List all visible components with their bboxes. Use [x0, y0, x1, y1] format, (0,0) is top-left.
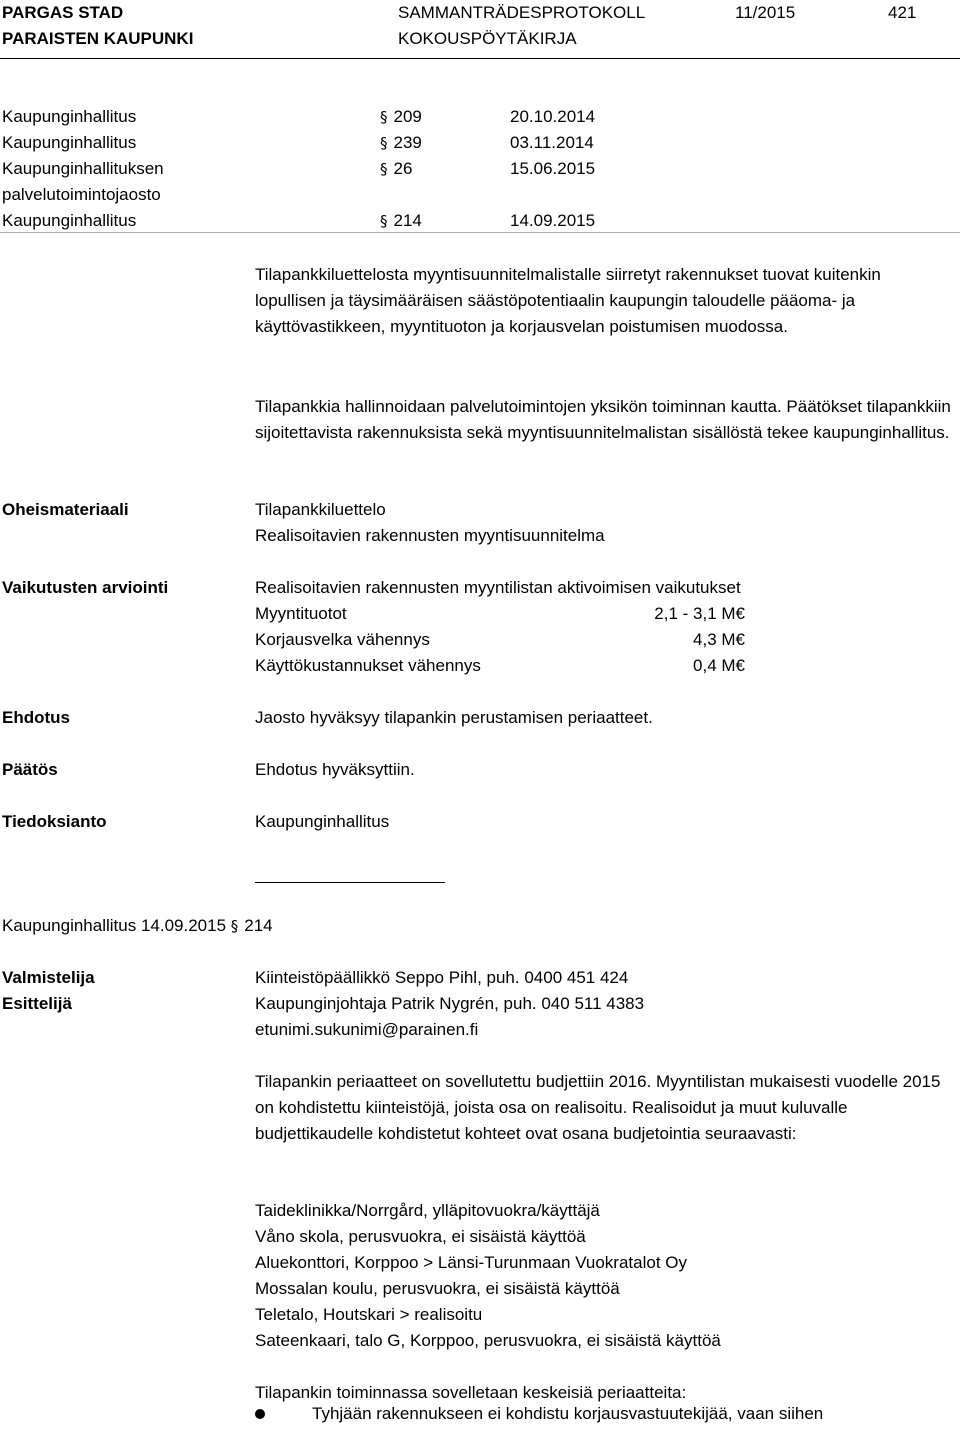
section-icon: § — [230, 917, 239, 935]
history-rule — [0, 232, 960, 233]
proposal-text: Jaosto hyväksyy tilapankin perustamisen periaatteet. — [255, 708, 653, 727]
section-icon: § — [380, 212, 388, 230]
list-item: Taideklinikka/Norrgård, ylläpitovuokra/käyttäjä — [255, 1201, 600, 1220]
presenter-email: etunimi.sukunimi@parainen.fi — [255, 1020, 479, 1039]
history-date: 20.10.2014 — [510, 107, 596, 126]
page-number: 421 — [888, 3, 917, 22]
impact-row: Korjausvelka vähennys 4,3 M€ — [255, 630, 745, 649]
list-item: Sateenkaari, talo G, Korppoo, perusvuokra, ei sisäistä käyttöä — [255, 1331, 721, 1350]
issue-number: 11/2015 — [735, 3, 796, 22]
proposal-label: Ehdotus — [2, 708, 70, 727]
header-rule — [0, 58, 960, 59]
section-icon: § — [380, 108, 388, 126]
principle-item: Tyhjään rakennukseen ei kohdistu korjausvastuutekijää, vaan siihen — [312, 1404, 824, 1423]
budget-paragraph: Tilapankin periaatteet on sovellutettu budjettiin 2016. Myyntilistan mukaisesti vuodelle 2015 on kohdistettu kiinteistöjä, joista osa on realisoitu. Realisoidut ja muut kuluvalle budjettikaudelle kohdistetut kohteet ovat osana budjetointia seuraavasti: — [255, 1072, 941, 1143]
section-icon: § — [380, 134, 388, 152]
preparer-label: Valmistelija — [2, 968, 95, 987]
history-body: Kaupunginhallitus — [2, 107, 137, 126]
principles-heading: Tilapankin toiminnassa sovelletaan keskeisiä periaatteita: — [255, 1383, 687, 1402]
intro-paragraph: Tilapankkia hallinnoidaan palvelutoimintojen yksikön toiminnan kautta. Päätökset tilapankkiin sijoitettavista rakennuksista sekä myyntisuunnitelmalistan sisällöstä tekee kaupunginhallitus. — [255, 397, 951, 442]
impact-heading: Realisoitavien rakennusten myyntilistan aktivoimisen vaikutukset — [255, 578, 741, 597]
list-item: Våno skola, perusvuokra, ei sisäistä käyttöä — [255, 1227, 586, 1246]
history-body-cont: palvelutoimintojaosto — [2, 185, 161, 204]
history-number: § 214 — [380, 208, 422, 234]
meeting-reference: Kaupunginhallitus 14.09.2015 § 214 — [2, 913, 273, 939]
attachment-item: Tilapankkiluettelo — [255, 500, 386, 519]
history-date: 14.09.2015 — [510, 211, 596, 230]
history-number: § 239 — [380, 130, 422, 156]
attachment-item: Realisoitavien rakennusten myyntisuunnitelma — [255, 526, 605, 545]
impact-row: Käyttökustannukset vähennys 0,4 M€ — [255, 656, 745, 675]
doc-type-sv: KOKOUSPÖYTÄKIRJA — [398, 29, 577, 48]
attachments-label: Oheismateriaali — [2, 500, 129, 519]
history-date: 15.06.2015 — [510, 159, 596, 178]
presenter-label: Esittelijä — [2, 994, 72, 1013]
list-item: Aluekonttori, Korppoo > Länsi-Turunmaan Vuokratalot Oy — [255, 1253, 688, 1272]
notice-text: Kaupunginhallitus — [255, 812, 390, 831]
history-number: § 209 — [380, 104, 422, 130]
decision-text: Ehdotus hyväksyttiin. — [255, 760, 415, 779]
org-name-fi: PARGAS STAD — [2, 3, 124, 22]
separator-line — [255, 882, 445, 883]
intro-paragraph: Tilapankkiluettelosta myyntisuunnitelmalistalle siirretyt rakennukset tuovat kuitenkin lopullisen ja täysimääräisen säästöpotentiaalin kaupungin taloudelle pääoma- ja käyttövastikkeen, myyntituoton ja korjausvelan poistumisen muodossa. — [255, 265, 881, 336]
list-item: Teletalo, Houtskari > realisoitu — [255, 1305, 483, 1324]
bullet-icon — [255, 1409, 265, 1419]
impact-label: Vaikutusten arviointi — [2, 578, 169, 597]
history-body: Kaupunginhallituksen — [2, 159, 164, 178]
decision-label: Päätös — [2, 760, 58, 779]
impact-row: Myyntituotot 2,1 - 3,1 M€ — [255, 604, 745, 623]
preparer-text: Kiinteistöpäällikkö Seppo Pihl, puh. 0400 451 424 — [255, 968, 629, 987]
presenter-text: Kaupunginjohtaja Patrik Nygrén, puh. 040 511 4383 — [255, 994, 645, 1013]
history-body: Kaupunginhallitus — [2, 133, 137, 152]
history-number: § 26 — [380, 156, 412, 182]
history-body: Kaupunginhallitus — [2, 211, 137, 230]
history-date: 03.11.2014 — [510, 133, 594, 152]
list-item: Mossalan koulu, perusvuokra, ei sisäistä käyttöä — [255, 1279, 620, 1298]
notice-label: Tiedoksianto — [2, 812, 107, 831]
doc-type-fi: SAMMANTRÄDESPROTOKOLL — [398, 3, 646, 22]
section-icon: § — [380, 160, 388, 178]
org-name-sv: PARAISTEN KAUPUNKI — [2, 29, 194, 48]
